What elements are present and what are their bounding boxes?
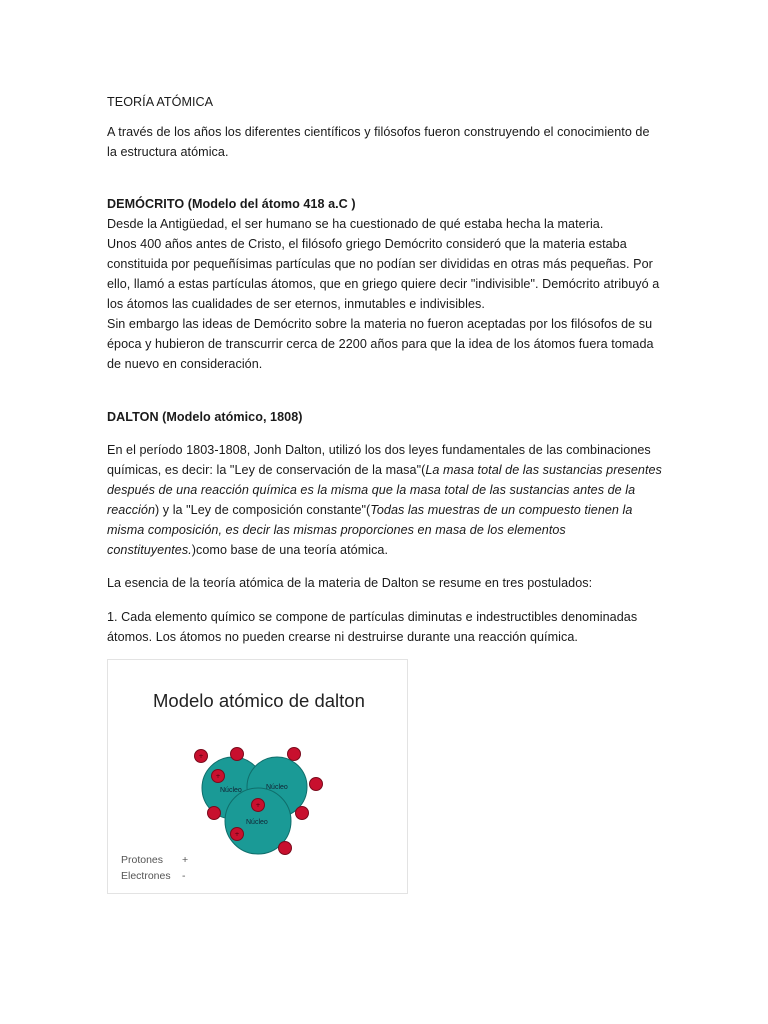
italic-run: Todas las muestras de un compuesto tienen la <box>370 503 633 517</box>
plus-sign: + <box>215 773 221 780</box>
dalton-line <box>107 540 667 560</box>
plus-sign: + <box>198 753 204 760</box>
legend-protons-label: Protones <box>121 854 164 866</box>
intro-paragraph <box>107 122 667 162</box>
text-run: ) y la "Ley de composición constante"( <box>155 503 371 517</box>
nucleus-label: Núcleo <box>266 784 288 791</box>
legend-protons-sign: + <box>182 854 189 866</box>
democrito-section <box>107 194 667 374</box>
postulate-line: átomos. Los átomos no pueden crearse ni destruirse durante una reacción química. <box>107 630 578 644</box>
text-run: químicas, es decir: la "Ley de conservación de la masa"( <box>107 463 426 477</box>
dalton-line <box>107 460 667 480</box>
dalton-line: En el período 1803-1808, Jonh Dalton, utilizó los dos leyes fundamentales de las combinaciones <box>107 443 651 457</box>
italic-run: reacción <box>107 503 156 517</box>
proton-particle <box>296 807 309 820</box>
legend-electrons-sign: - <box>182 870 186 882</box>
proton-particle <box>288 748 301 761</box>
italic-run: constituyentes. <box>107 543 192 557</box>
nucleus-label: Núcleo <box>246 819 268 826</box>
nucleus-label: Núcleo <box>220 787 242 794</box>
democrito-line: de nuevo en consideración. <box>107 357 263 371</box>
postulate-line: 1. Cada elemento químico se compone de partículas diminutas e indestructibles denominadas <box>107 610 638 624</box>
italic-run: misma composición <box>107 523 219 537</box>
dalton-model-figure <box>107 659 408 894</box>
postulate-1 <box>107 607 667 647</box>
dalton-heading: DALTON (Modelo atómico, 1808) <box>107 410 303 424</box>
plus-sign: + <box>255 802 261 809</box>
democrito-heading: DEMÓCRITO (Modelo del átomo 418 a.C ) <box>107 197 356 211</box>
italic-run: , es decir las mismas proporciones en masa de los elementos <box>218 523 566 537</box>
intro-line: A través de los años los diferentes científicos y filósofos fueron construyendo el conocimiento de <box>107 125 650 139</box>
proton-particle <box>231 748 244 761</box>
figure-title: Modelo atómico de dalton <box>153 690 365 711</box>
dalton-model-diagram <box>108 660 407 893</box>
dalton-paragraph-1 <box>107 440 667 560</box>
proton-particle <box>310 778 323 791</box>
democrito-line: época y hubieron de transcurrir cerca de 2200 años para que la idea de los átomos fuera tomada <box>107 337 654 351</box>
legend-electrons-label: Electrones <box>121 870 171 882</box>
democrito-line: ello, llamó a estas partículas átomos, que en griego quiere decir "indivisible". Demócrito atribuyó a <box>107 277 660 291</box>
dalton-line: después de una reacción química es la misma que la masa total de las sustancias antes de la <box>107 483 636 497</box>
italic-run: La masa total de las sustancias presentes <box>425 463 662 477</box>
dalton-line <box>107 500 667 520</box>
text-run: )como base de una teoría atómica. <box>191 543 389 557</box>
proton-particle <box>208 807 221 820</box>
dalton-line <box>107 520 667 540</box>
democrito-line: Desde la Antigüedad, el ser humano se ha cuestionado de qué estaba hecha la materia. <box>107 217 604 231</box>
democrito-line: constituida por pequeñísimas partículas que no podían ser divididas en otras más pequeñas. Por <box>107 257 653 271</box>
democrito-line: Sin embargo las ideas de Demócrito sobre la materia no fueron aceptadas por los filósofos de su <box>107 317 653 331</box>
democrito-line: Unos 400 años antes de Cristo, el filósofo griego Demócrito consideró que la materia estaba <box>107 237 627 251</box>
proton-particle <box>279 842 292 855</box>
plus-sign: + <box>234 831 240 838</box>
democrito-line: los átomos las cualidades de ser eternos, inmutables e indivisibles. <box>107 297 485 311</box>
doc-title: TEORÍA ATÓMICA <box>107 95 214 109</box>
dalton-paragraph-2: La esencia de la teoría atómica de la materia de Dalton se resume en tres postulados: <box>107 576 593 590</box>
intro-line: la estructura atómica. <box>107 145 229 159</box>
